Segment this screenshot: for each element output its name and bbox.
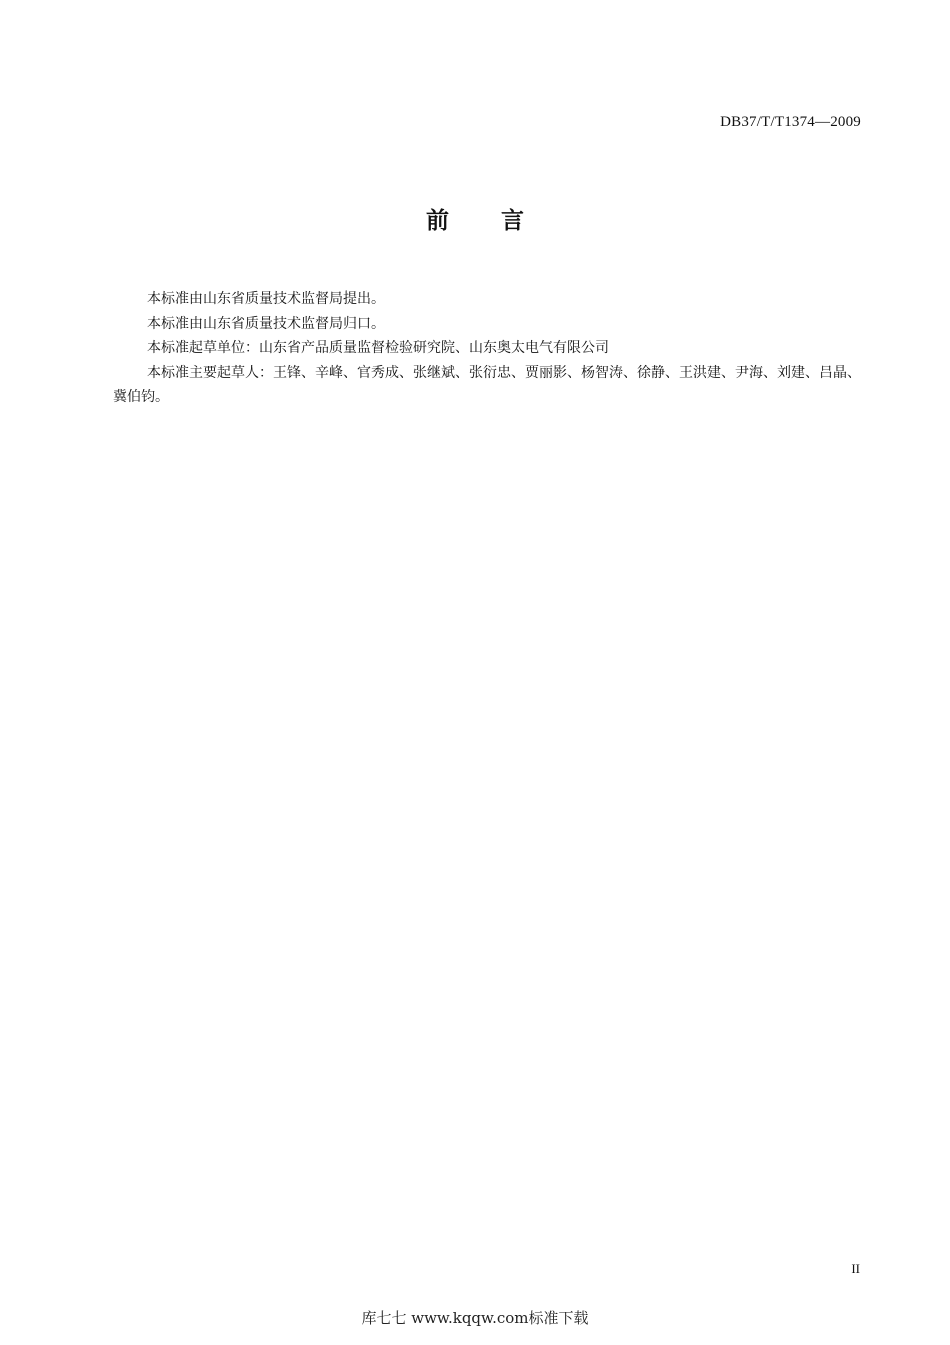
foreword-body bbox=[113, 287, 861, 410]
title-char-2: 言 bbox=[501, 208, 524, 234]
paragraph-drafters: 本标准主要起草人：王锋、辛峰、官秀成、张继斌、张衍忠、贾丽影、杨智涛、徐静、王洪建、尹海、刘建、吕晶、冀伯钧。 bbox=[113, 364, 861, 405]
paragraph-administrator: 本标准由山东省质量技术监督局归口。 bbox=[147, 315, 385, 332]
paragraph-proposer: 本标准由山东省质量技术监督局提出。 bbox=[147, 291, 385, 307]
footer-watermark: 库七七 www.kqqw.com标准下载 bbox=[361, 1309, 589, 1327]
paragraph-drafting-units: 本标准起草单位：山东省产品质量监督检验研究院、山东奥太电气有限公司 bbox=[147, 340, 609, 356]
page-title bbox=[0, 202, 950, 235]
page-number: II bbox=[851, 1261, 860, 1276]
title-char-1: 前 bbox=[426, 208, 449, 234]
standard-code: DB37/T/T1374—2009 bbox=[720, 114, 861, 130]
